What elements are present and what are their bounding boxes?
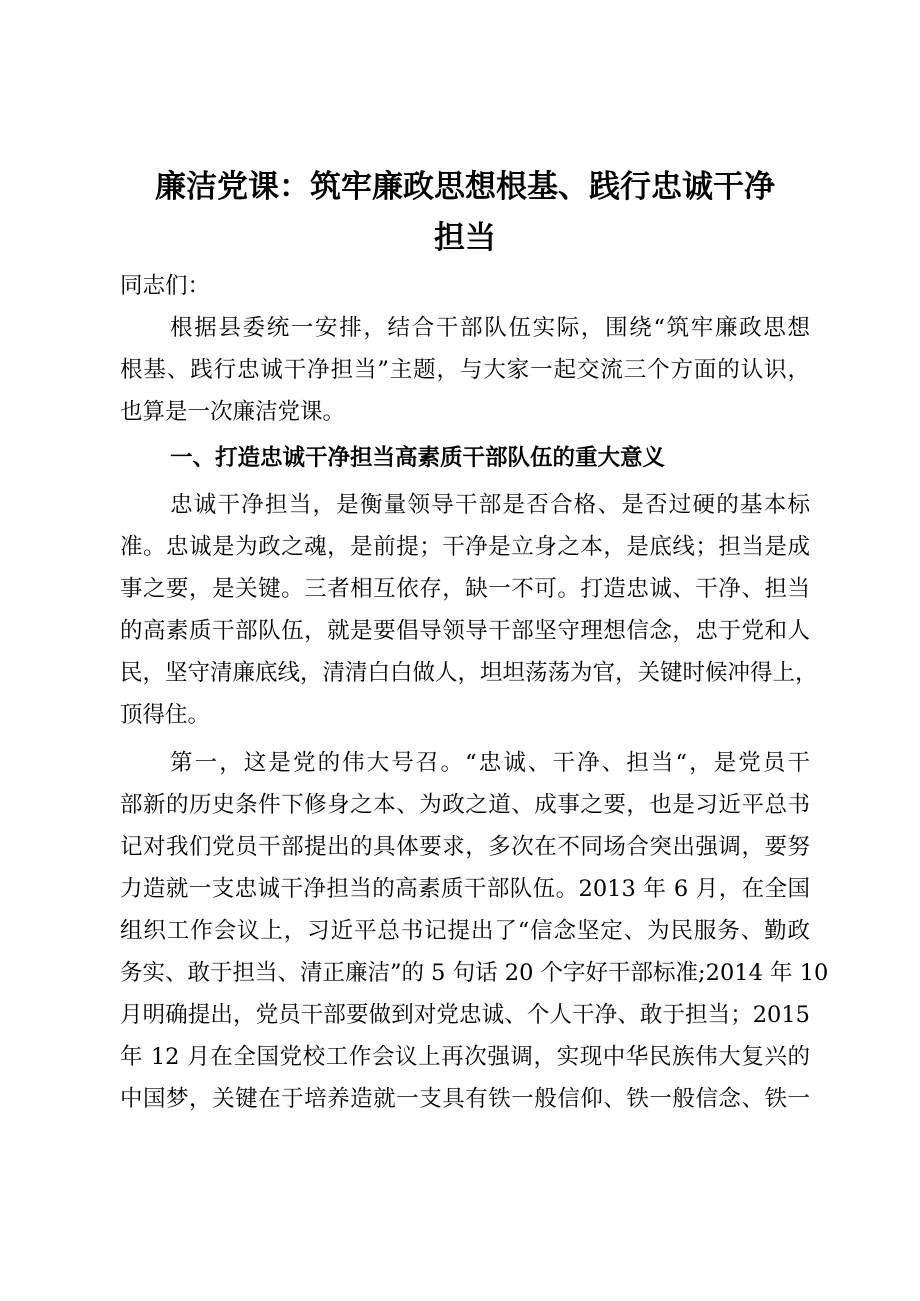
- paragraph-line: 务实、敢于担当、清正廉洁”的 5 句话 20 个字好干部标准;2014 年 10: [120, 960, 829, 986]
- paragraph-line: 顶得住。: [120, 702, 211, 728]
- paragraph-line: 年 12 月在全国党校工作会议上再次强调，实现中华民族伟大复兴的: [120, 1044, 810, 1070]
- paragraph-line: 中国梦，关键在于培养造就一支具有铁一般信仰、铁一般信念、铁一: [120, 1086, 810, 1112]
- paragraph-line: 记对我们党员干部提出的具体要求，多次在不同场合突出强调，要努: [120, 834, 810, 860]
- document-title-line-1: 廉洁党课：筑牢廉政思想根基、践行忠诚干净: [155, 169, 775, 205]
- paragraph-line: 第一，这是党的伟大号召。“忠诚、干净、担当“，是党员干: [170, 750, 810, 776]
- paragraph-line: 组织工作会议上，习近平总书记提出了“信念坚定、为民服务、勤政: [120, 918, 810, 944]
- section-1-paragraph-1: [120, 484, 818, 736]
- paragraph-line: 事之要，是关键。三者相互依存，缺一不可。打造忠诚、干净、担当: [120, 576, 810, 602]
- salutation: [120, 265, 810, 307]
- paragraph-line: 根基、践行忠诚干净担当”主题，与大家一起交流三个方面的认识，: [120, 357, 810, 383]
- paragraph-line: 准。忠诚是为政之魂，是前提；干净是立身之本，是底线；担当是成: [120, 534, 810, 560]
- paragraph-line: 民，坚守清廉底线，清清白白做人，坦坦荡荡为官，关键时候冲得上，: [120, 660, 818, 686]
- paragraph-line: 部新的历史条件下修身之本、为政之道、成事之要，也是习近平总书: [120, 792, 810, 818]
- section-1-paragraph-2: [120, 742, 829, 1120]
- intro-paragraph: [120, 307, 810, 433]
- paragraph-line: 也算是一次廉洁党课。: [120, 399, 346, 425]
- paragraph-line: 力造就一支忠诚干净担当的高素质干部队伍。2013 年 6 月，在全国: [120, 876, 810, 902]
- document-title-line-2: 担当: [434, 220, 496, 256]
- paragraph-line: 忠诚干净担当，是衡量领导干部是否合格、是否过硬的基本标: [170, 492, 810, 518]
- paragraph-line: 根据县委统一安排，结合干部队伍实际，围绕“筑牢廉政思想: [170, 315, 810, 341]
- section-1-heading: 一、打造忠诚干净担当高素质干部队伍的重大意义: [170, 445, 666, 471]
- paragraph-line: 的高素质干部队伍，就是要倡导领导干部坚守理想信念，忠于党和人: [120, 618, 810, 644]
- paragraph-line: 月明确提出，党员干部要做到对党忠诚、个人干净、敢于担当；2015: [120, 1002, 810, 1028]
- salutation-text: 同志们：: [120, 273, 211, 299]
